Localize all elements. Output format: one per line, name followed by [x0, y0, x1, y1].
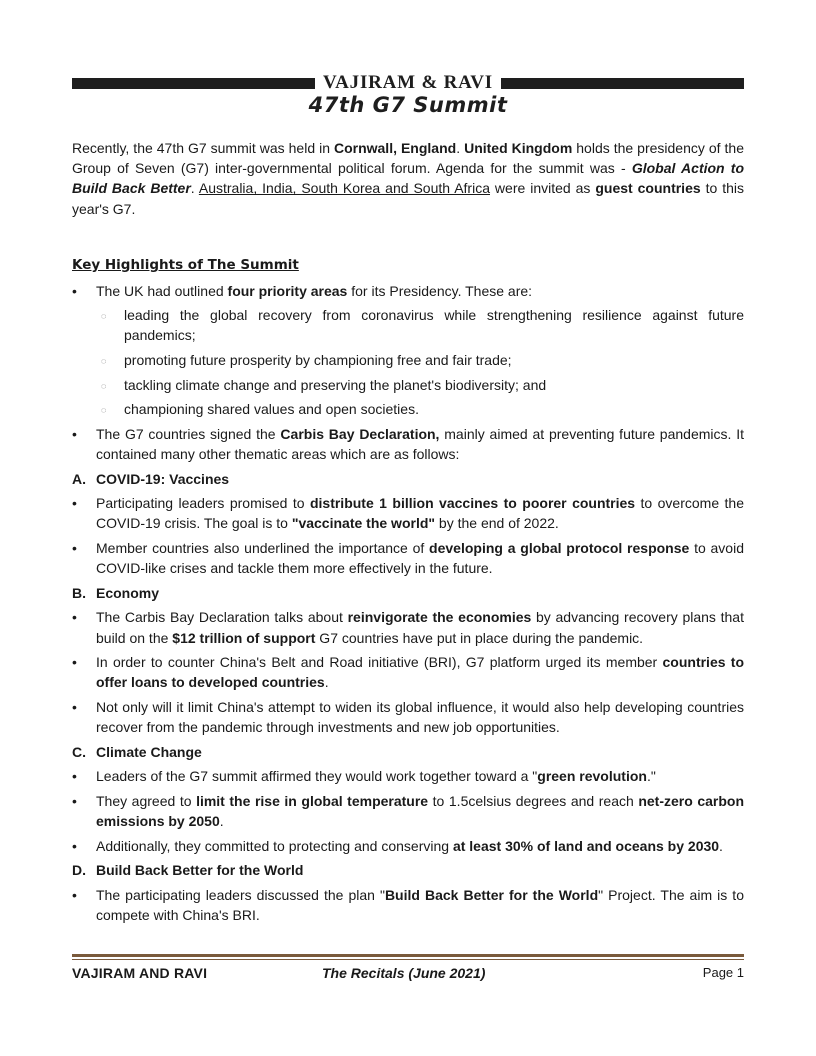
list-item — [72, 538, 744, 578]
priority-sublist — [96, 305, 744, 419]
text: . — [219, 813, 224, 830]
intro-text: to this year's G7. — [72, 180, 744, 217]
intro-text: were invited as — [490, 180, 596, 197]
text: They agreed to — [96, 792, 197, 809]
bold-text: countries to offer loans to developed countries — [96, 654, 744, 691]
footer-publication: The Recitals (June 2021) — [322, 965, 486, 981]
text: to avoid COVID-like crises and tackle them more effectively in the future. — [96, 539, 744, 577]
list-item — [72, 607, 744, 647]
intro-invited-countries: Australia, India, South Korea and South Africa — [198, 180, 490, 197]
section-d-list — [72, 885, 744, 925]
intro-text: holds the presidency of the Group of Seven (G7) inter-governmental political forum. Agenda for the summit was - — [72, 140, 744, 177]
brand-name: VAJIRAM & RAVI — [323, 72, 493, 93]
subheading-letter: B. — [72, 584, 86, 601]
bold-text: Carbis Bay Declaration, — [280, 425, 440, 442]
bold-text: "vaccinate the world" — [291, 515, 436, 532]
document-body — [72, 138, 744, 930]
subheading-title: COVID-19: Vaccines — [96, 470, 230, 487]
bold-text: at least 30% of land and oceans by 2030 — [452, 837, 720, 854]
intro-agenda: Global Action to Build Back Better — [72, 160, 744, 197]
subheading-letter: A. — [72, 470, 86, 487]
text: Member countries also underlined the importance of — [96, 539, 430, 556]
bold-text: $12 trillion of support — [172, 629, 316, 646]
list-item — [72, 836, 744, 856]
subheading-b — [72, 583, 744, 603]
text: Additionally, they committed to protecting and conserving — [96, 837, 453, 854]
text: to 1.5celsius degrees and reach — [428, 792, 639, 809]
intro-text: Recently, the 47th G7 summit was held in — [72, 140, 334, 156]
masthead-rule-right — [501, 78, 744, 89]
text: by the end of 2022. — [435, 515, 559, 532]
sub-list-item: ◌ leading the global recovery from coronavirus while strengthening resilience against future pandemics; — [96, 305, 744, 345]
intro-bold-presidency: United Kingdom — [464, 140, 573, 156]
sub-list-item: ◌ promoting future prosperity by championing free and fair trade; — [96, 350, 744, 370]
subheading-title: Economy — [96, 584, 160, 601]
bold-text: reinvigorate the economies — [347, 609, 532, 626]
intro-text: . — [456, 140, 465, 156]
masthead — [72, 73, 744, 93]
text: mainly aimed at preventing future pandemics. It contained many other thematic areas which are as follows: — [96, 425, 744, 462]
subheading-title: Climate Change — [96, 743, 202, 760]
sub-list-item: ◌ tackling climate change and preserving the planet's biodiversity; and — [96, 375, 744, 395]
document-title: 47th G7 Summit — [308, 93, 508, 117]
subheading-title: Build Back Better for the World — [96, 862, 304, 879]
footer-publisher: VAJIRAM AND RAVI — [72, 965, 208, 981]
section-b-list — [72, 607, 744, 737]
footer-rule — [72, 954, 744, 957]
section-a-list — [72, 493, 744, 578]
text: . — [719, 837, 723, 854]
bold-text: green revolution — [537, 768, 647, 785]
text: Participating leaders promised to — [96, 495, 310, 512]
subheading-c — [72, 742, 744, 762]
intro-text: . — [190, 180, 199, 197]
text: The UK had outlined — [96, 283, 228, 300]
list-item — [72, 885, 744, 925]
list-item — [72, 791, 744, 831]
list-item-carbis — [72, 424, 744, 464]
intro-bold-guest: guest countries — [595, 180, 701, 197]
subheading-a — [72, 469, 744, 489]
subheading-d — [72, 860, 744, 880]
text: G7 countries have put in place during the pandemic. — [315, 629, 644, 646]
text: by advancing recovery plans that build on the — [96, 609, 744, 646]
bold-text: distribute 1 billion vaccines to poorer countries — [309, 495, 636, 512]
bold-text: Build Back Better for the World — [384, 886, 599, 903]
text: Leaders of the G7 summit affirmed they would work together toward a " — [96, 768, 538, 785]
bold-text: limit the rise in global temperature — [196, 792, 429, 809]
section-c-list — [72, 766, 744, 856]
bold-text: net-zero carbon emissions by 2050 — [96, 792, 745, 830]
bold-text: developing a global protocol response — [429, 539, 690, 556]
list-item — [72, 766, 744, 786]
subheading-letter: C. — [72, 743, 86, 760]
sub-list-item: ◌ championing shared values and open societies. — [96, 399, 744, 419]
document-page — [72, 0, 744, 1056]
text: In order to counter China's Belt and Road initiative (BRI), G7 platform urged its member — [96, 654, 663, 671]
text: to overcome the COVID-19 crisis. The goal is to — [96, 495, 745, 532]
text: . — [324, 674, 329, 691]
text: The Carbis Bay Declaration talks about — [96, 609, 348, 626]
bold-text: four priority areas — [227, 283, 348, 300]
intro-bold-location: Cornwall, England — [333, 140, 457, 156]
text: The G7 countries signed the — [96, 425, 281, 442]
section-heading: Key Highlights of The Summit — [72, 256, 299, 273]
text: Not only will it limit China's attempt to widen its global influence, it would also help developing countries recover from the pandemic through investments and new job opportunities. — [96, 698, 744, 736]
list-item — [72, 493, 744, 533]
page-number: Page 1 — [702, 965, 744, 980]
text: ." — [646, 768, 656, 785]
masthead-rule-left — [72, 78, 315, 89]
text: The participating leaders discussed the plan " — [96, 886, 385, 903]
list-item — [72, 652, 744, 692]
intro-paragraph — [72, 138, 744, 219]
subheading-letter: D. — [72, 862, 86, 879]
list-item-priorities — [72, 281, 744, 419]
text: for its Presidency. These are: — [347, 283, 533, 300]
list-item — [72, 697, 744, 737]
highlights-list — [72, 281, 744, 464]
footer-rule-thin — [72, 959, 744, 960]
text: " Project. The aim is to compete with China's BRI. — [96, 886, 744, 924]
